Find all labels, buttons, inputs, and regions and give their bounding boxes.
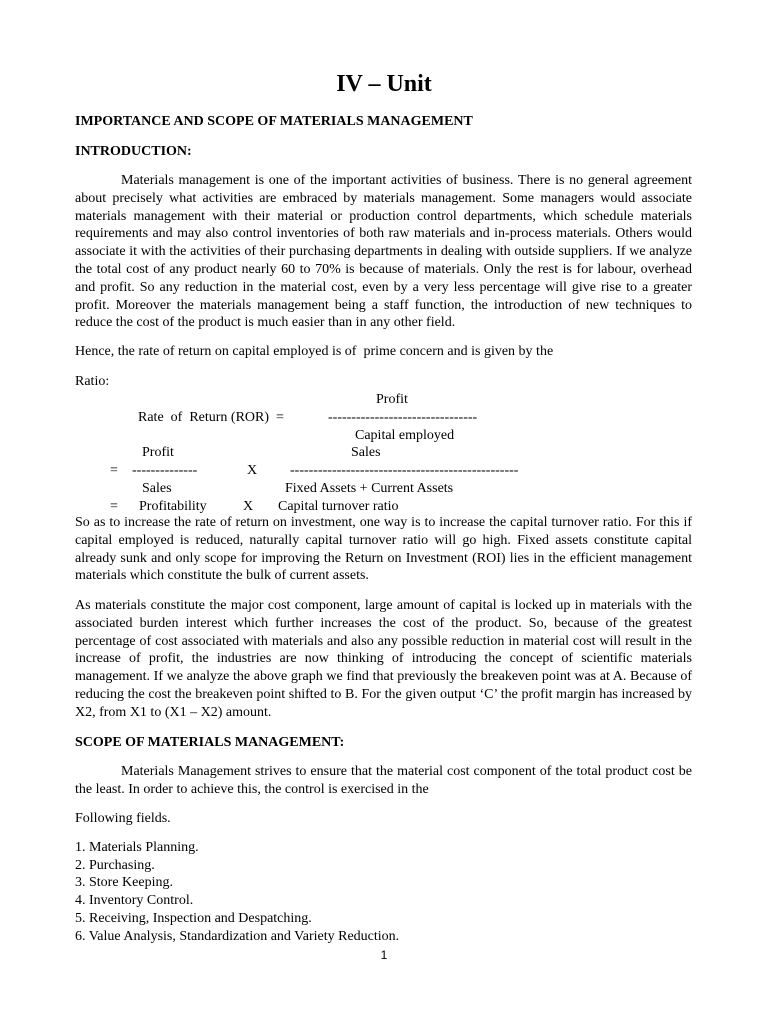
formula-equals-1: = xyxy=(110,463,118,478)
formula-profit-numerator: Profit xyxy=(376,392,408,407)
following-fields-line: Following fields. xyxy=(75,811,171,826)
fields-list xyxy=(75,839,399,945)
formula-ror-label: Rate of Return (ROR) = xyxy=(138,410,284,425)
scope-paragraph: Materials Management strives to ensure that the material cost component of the total product cost be the least. In order to achieve this, the control is exercised in the xyxy=(75,764,692,797)
hence-line: Hence, the rate of return on capital employed is of prime concern and is given by the xyxy=(75,344,554,359)
list-item: 2. Purchasing. xyxy=(75,857,155,873)
formula-fraction-bar-2: -------------- xyxy=(132,463,198,478)
formula-fraction-bar-3: ------------------------------------------------- xyxy=(290,463,519,478)
formula-assets: Fixed Assets + Current Assets xyxy=(285,481,454,496)
formula-times-1: X xyxy=(247,463,258,478)
formula-equals-2: = xyxy=(110,499,118,514)
list-item: 6. Value Analysis, Standardization and Variety Reduction. xyxy=(75,928,400,944)
formula-profit-left: Profit xyxy=(142,445,174,460)
list-item: 3. Store Keeping. xyxy=(75,875,173,891)
formula-sales-right: Sales xyxy=(351,445,381,460)
formula-profitability: Profitability xyxy=(139,499,207,514)
intro-paragraph: Materials management is one of the important activities of business. There is no general agreement about precisely what activities are embraced by materials management. Some managers would associate materials management with their material or production control departments, which schedule materials requirements and may also control inventories of both raw materials and in-process materials. Others would associate it with the activities of their purchasing departments in dealing with outside suppliers. If we analyze the total cost of any product nearly 60 to 70% is because of materials. Only the rest is for labour, overhead and profit. So any reduction in the material cost, even by a very less percentage will give rise to a greater profit. Moreover the materials management being a staff function, the introduction of new techniques to reduce the cost of the product is much easier than in any other field. xyxy=(75,173,692,331)
main-heading: IMPORTANCE AND SCOPE OF MATERIALS MANAGEMENT xyxy=(75,114,473,129)
list-item: 4. Inventory Control. xyxy=(75,893,194,909)
turnover-paragraph: So as to increase the rate of return on investment, one way is to increase the capital turnover ratio. For this if capital employed is reduced, naturally capital turnover ratio will go high. Fixed assets constitute capital already sunk and only scope for improving the Return on Investment (ROI) lies in the efficient management materials which constitute the bulk of current assets. xyxy=(75,515,692,584)
introduction-heading: INTRODUCTION: xyxy=(75,144,192,159)
list-item: 5. Receiving, Inspection and Despatching. xyxy=(75,910,312,926)
formula-fraction-bar-1: -------------------------------- xyxy=(328,410,478,425)
ratio-label: Ratio: xyxy=(75,374,110,389)
cost-paragraph: As materials constitute the major cost component, large amount of capital is locked up in materials with the associated burden interest which further increases the cost of the product. So, because of the greatest percentage of cost associated with materials and also any possible reduction in material cost will result in the increase of profit, the industries are now thinking of introducing the concept of scientific materials management. If we analyze the above graph we find that previously the breakeven point was at A. Because of reducing the cost the breakeven point shifted to B. For the given output ‘C’ the profit margin has increased by X2, from X1 to (X1 – X2) amount. xyxy=(75,598,692,720)
formula-times-2: X xyxy=(243,499,254,514)
formula-sales-left: Sales xyxy=(142,481,172,496)
page-title: IV – Unit xyxy=(336,71,432,97)
list-item: 1. Materials Planning. xyxy=(75,840,199,855)
scope-heading: SCOPE OF MATERIALS MANAGEMENT: xyxy=(75,735,345,750)
formula-turnover: Capital turnover ratio xyxy=(278,499,399,514)
formula-capital-employed: Capital employed xyxy=(355,428,455,443)
page-number: 1 xyxy=(380,948,388,962)
